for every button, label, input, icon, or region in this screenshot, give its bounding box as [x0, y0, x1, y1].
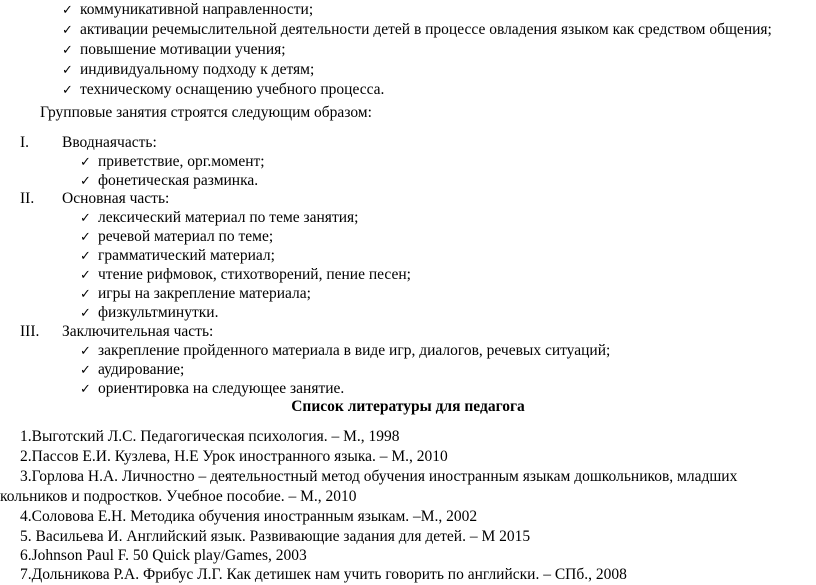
bibliography-item: 3.Горлова Н.А. Личностно – деятельностный метод обучения иностранным языкам дошкольников, младших: [20, 468, 738, 485]
list-item: ✓ повышение мотивации учения;: [62, 40, 286, 61]
list-item: ✓ грамматический материал;: [80, 246, 275, 267]
checkmark-icon: ✓: [80, 363, 91, 378]
list-item: ✓ физкультминутки.: [80, 303, 218, 324]
list-item: ✓ игры на закрепление материала;: [80, 284, 311, 305]
checkmark-icon: ✓: [80, 211, 91, 226]
list-item: ✓ коммуникативной направленности;: [62, 0, 313, 21]
bibliography-item: 4.Соловова Е.Н. Методика обучения иностранным языкам. –М., 2002: [20, 508, 478, 525]
checkmark-icon: ✓: [62, 63, 73, 78]
checkmark-icon: ✓: [62, 23, 73, 38]
list-item: ✓ активации речемыслительной деятельности детей в процессе овладения языком как средством общения;: [62, 20, 772, 41]
section-title: Вводнаячасть:: [62, 134, 157, 151]
bibliography-item: 1.Выготский Л.С. Педагогическая психология. – М., 1998: [20, 428, 400, 445]
checkmark-icon: ✓: [80, 287, 91, 302]
checkmark-icon: ✓: [62, 83, 73, 98]
bibliography-item: 6.Johnson Paul F. 50 Quick play/Games, 2003: [20, 547, 307, 564]
bibliography-item: 5. Васильева И. Английский язык. Развивающие задания для детей. – М 2015: [20, 528, 531, 545]
list-item: ✓ аудирование;: [80, 360, 184, 381]
list-item: ✓ ориентировка на следующее занятие.: [80, 379, 344, 400]
section-title: Основная часть:: [62, 190, 170, 207]
checkmark-icon: ✓: [62, 43, 73, 58]
intro-text: Групповые занятия строятся следующим образом:: [40, 104, 372, 121]
checkmark-icon: ✓: [62, 3, 73, 18]
list-item: ✓ закрепление пройденного материала в виде игр, диалогов, речевых ситуаций;: [80, 341, 610, 362]
list-item: ✓ индивидуальному подходу к детям;: [62, 60, 314, 81]
checkmark-icon: ✓: [80, 174, 91, 189]
section-numeral: III.: [20, 323, 40, 340]
list-item: ✓ техническому оснащению учебного процесса.: [62, 80, 384, 101]
checkmark-icon: ✓: [80, 268, 91, 283]
list-item: ✓ приветствие, орг.момент;: [80, 152, 265, 173]
list-item: ✓ речевой материал по теме;: [80, 227, 273, 248]
section-title: Заключительная часть:: [62, 323, 214, 340]
list-item: ✓ чтение рифмовок, стихотворений, пение песен;: [80, 265, 411, 286]
bibliography-item: 2.Пассов Е.И. Кузлева, Н.Е Урок иностранного языка. – М., 2010: [20, 448, 448, 465]
bibliography-item: кольников и подростков. Учебное пособие. – М., 2010: [0, 488, 357, 505]
checkmark-icon: ✓: [80, 344, 91, 359]
checkmark-icon: ✓: [80, 249, 91, 264]
bibliography-item: 7.Дольникова Р.А. Фрибус Л.Г. Как детишек нам учить говорить по английски. – СПб., 2008: [20, 566, 627, 583]
section-numeral: I.: [20, 134, 30, 151]
section-numeral: II.: [20, 190, 35, 207]
list-item: ✓ лексический материал по теме занятия;: [80, 208, 358, 229]
list-item: ✓ фонетическая разминка.: [80, 171, 258, 192]
checkmark-icon: ✓: [80, 382, 91, 397]
checkmark-icon: ✓: [80, 155, 91, 170]
bibliography-title: Список литературы для педагога: [291, 398, 525, 415]
checkmark-icon: ✓: [80, 230, 91, 245]
checkmark-icon: ✓: [80, 306, 91, 321]
